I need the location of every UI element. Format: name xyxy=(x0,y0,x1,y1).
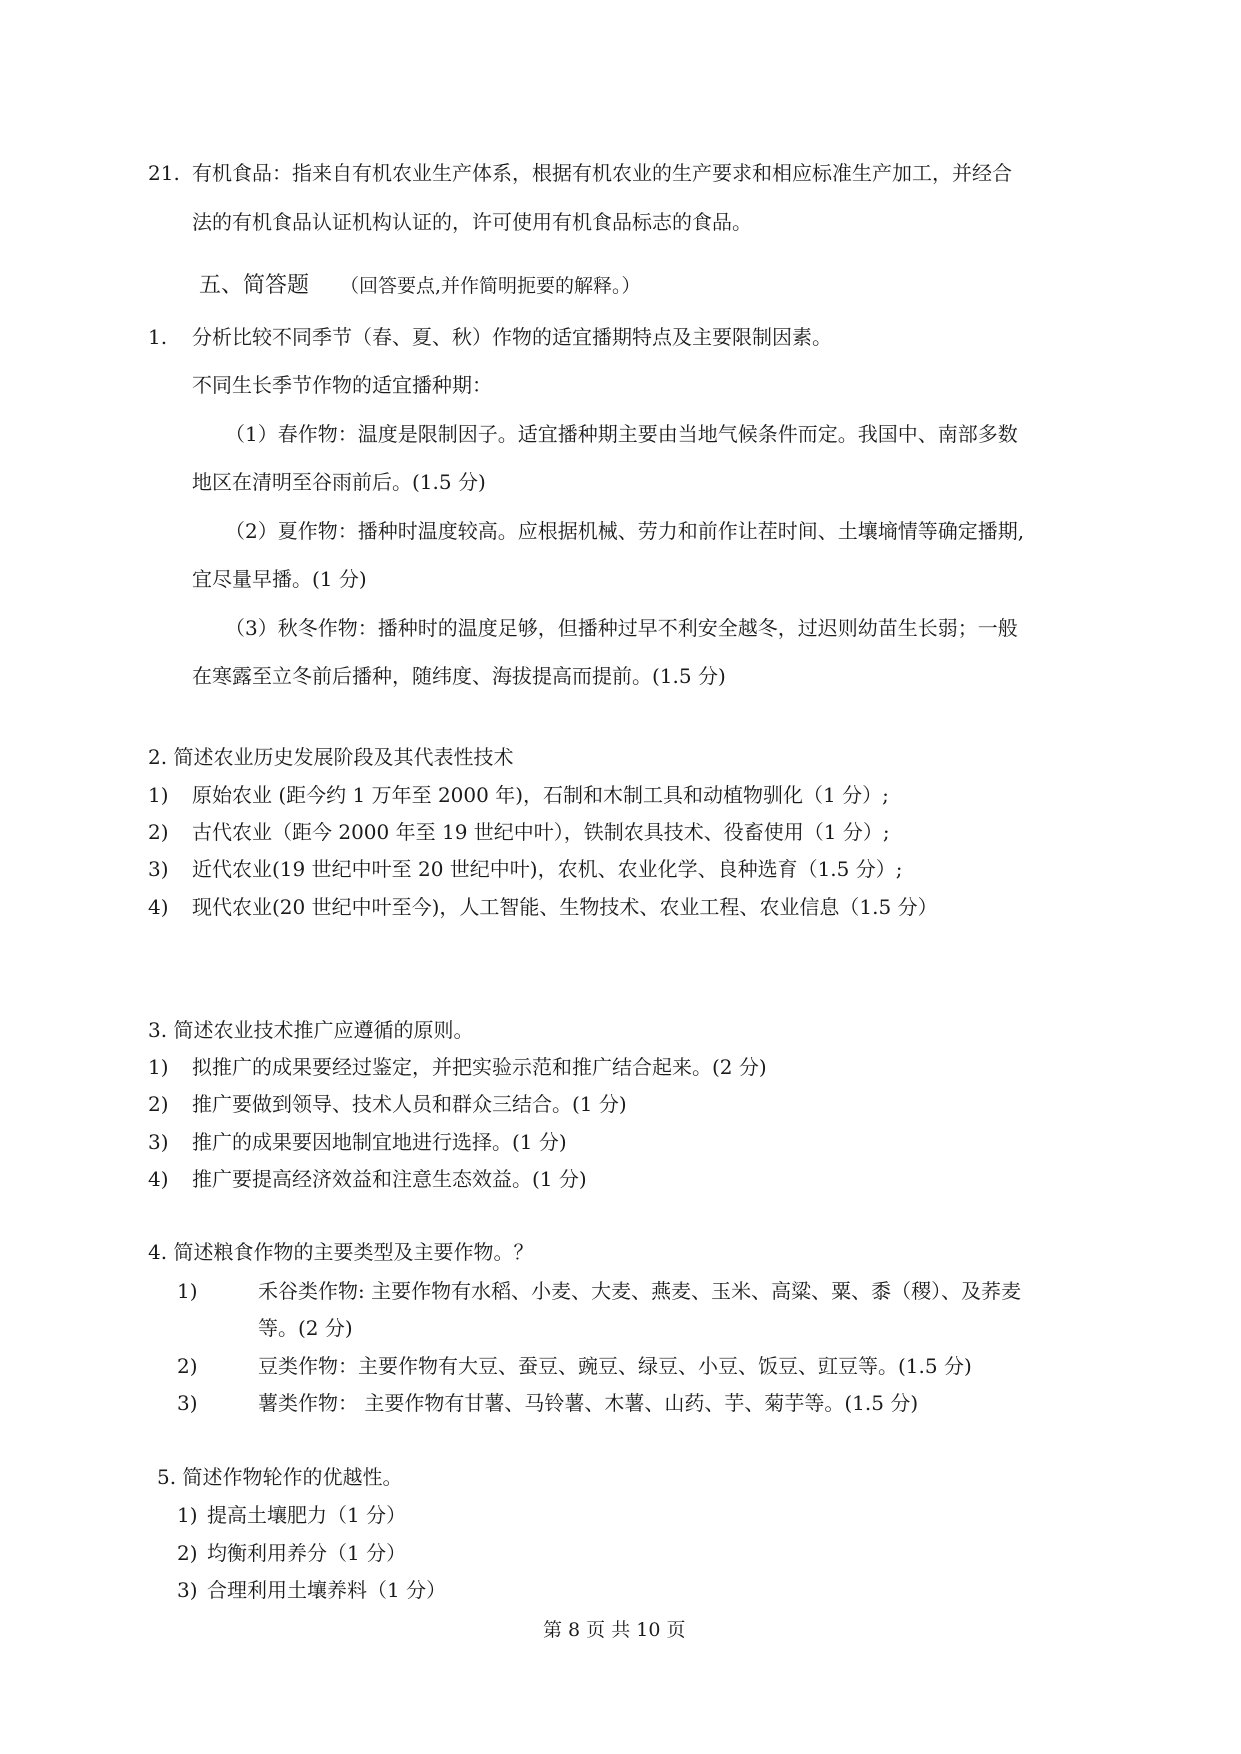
q1-para-3-line-1: （3）秋冬作物：播种时的温度足够，但播种过早不利安全越冬，过迟则幼苗生长弱；一般 xyxy=(225,616,1018,640)
q3-item-1-text: 拟推广的成果要经过鉴定，并把实验示范和推广结合起来。(2 分) xyxy=(192,1055,767,1079)
q3-item-3-text: 推广的成果要因地制宜地进行选择。(1 分) xyxy=(192,1130,567,1154)
q2-item-3-number: 3) xyxy=(148,857,169,881)
q1-para-3-line-2: 在寒露至立冬前后播种，随纬度、海拔提高而提前。(1.5 分) xyxy=(192,664,726,688)
q3-item-4-text: 推广要提高经济效益和注意生态效益。(1 分) xyxy=(192,1167,587,1191)
q1-question: 分析比较不同季节（春、夏、秋）作物的适宜播期特点及主要限制因素。 xyxy=(192,325,832,349)
q2-item-1-number: 1) xyxy=(148,783,169,807)
q21-line-2: 法的有机食品认证机构认证的，许可使用有机食品标志的食品。 xyxy=(192,210,752,234)
q5-question: 5. 简述作物轮作的优越性。 xyxy=(157,1465,403,1489)
q4-item-3-number: 3) xyxy=(177,1391,198,1415)
q3-item-3-number: 3) xyxy=(148,1130,169,1154)
q4-item-2-number: 2) xyxy=(177,1354,198,1378)
q1-para-1-line-1: （1）春作物：温度是限制因子。适宜播种期主要由当地气候条件而定。我国中、南部多数 xyxy=(225,422,1018,446)
q1-para-1-line-2: 地区在清明至谷雨前后。(1.5 分) xyxy=(192,470,486,494)
q4-item-3-text: 薯类作物： 主要作物有甘薯、马铃薯、木薯、山药、芋、菊芋等。(1.5 分) xyxy=(258,1391,919,1415)
q2-item-4-number: 4) xyxy=(148,895,169,919)
q3-question: 3. 简述农业技术推广应遵循的原则。 xyxy=(148,1018,474,1042)
q2-item-2-text: 古代农业（距今 2000 年至 19 世纪中叶），铁制农具技术、役畜使用（1 分）; xyxy=(192,820,890,844)
q2-item-3-text: 近代农业(19 世纪中叶至 20 世纪中叶)，农机、农业化学、良种选育（1.5 分）; xyxy=(192,857,903,881)
q4-item-1-number: 1) xyxy=(177,1279,198,1303)
q5-item-1-number: 1) xyxy=(177,1503,198,1527)
q4-item-1-text-cont: 等。(2 分) xyxy=(258,1316,353,1340)
q4-question: 4. 简述粮食作物的主要类型及主要作物。？ xyxy=(148,1240,534,1264)
q2-item-1-text: 原始农业 (距今约 1 万年至 2000 年)，石制和木制工具和动植物驯化（1 分）; xyxy=(192,783,889,807)
q1-para-2-line-1: （2）夏作物：播种时温度较高。应根据机械、劳力和前作让茬时间、土壤墒情等确定播期, xyxy=(225,519,1025,543)
q4-item-1-text: 禾谷类作物: 主要作物有水稻、小麦、大麦、燕麦、玉米、高粱、粟、黍（稷）、及荞麦 xyxy=(258,1279,1022,1303)
q1-para-2-line-2: 宜尽量早播。(1 分) xyxy=(192,567,367,591)
q21-line-1: 有机食品：指来自有机农业生产体系，根据有机农业的生产要求和相应标准生产加工，并经合 xyxy=(192,161,1012,185)
q3-item-2-number: 2) xyxy=(148,1092,169,1116)
q1-intro: 不同生长季节作物的适宜播种期： xyxy=(192,373,492,397)
q5-item-1-text: 提高土壤肥力（1 分） xyxy=(207,1503,407,1527)
q5-item-2-number: 2) xyxy=(177,1541,198,1565)
q2-item-2-number: 2) xyxy=(148,820,169,844)
section-5-title: 五、简答题 xyxy=(199,273,310,298)
section-5-note: （回答要点,并作简明扼要的解释。） xyxy=(340,275,641,297)
q1-number: 1. xyxy=(148,325,168,349)
page-footer: 第 8 页 共 10 页 xyxy=(543,1619,686,1641)
q3-item-4-number: 4) xyxy=(148,1167,169,1191)
q2-question: 2. 简述农业历史发展阶段及其代表性技术 xyxy=(148,745,514,769)
q5-item-3-number: 3) xyxy=(177,1578,198,1602)
q3-item-2-text: 推广要做到领导、技术人员和群众三结合。(1 分) xyxy=(192,1092,627,1116)
q4-item-2-text: 豆类作物：主要作物有大豆、蚕豆、豌豆、绿豆、小豆、饭豆、豇豆等。(1.5 分) xyxy=(258,1354,972,1378)
q5-item-2-text: 均衡利用养分（1 分） xyxy=(207,1541,407,1565)
q2-item-4-text: 现代农业(20 世纪中叶至今)，人工智能、生物技术、农业工程、农业信息（1.5 分） xyxy=(192,895,938,919)
q21-number: 21. xyxy=(148,161,180,185)
q3-item-1-number: 1) xyxy=(148,1055,169,1079)
q5-item-3-text: 合理利用土壤养料（1 分） xyxy=(207,1578,447,1602)
